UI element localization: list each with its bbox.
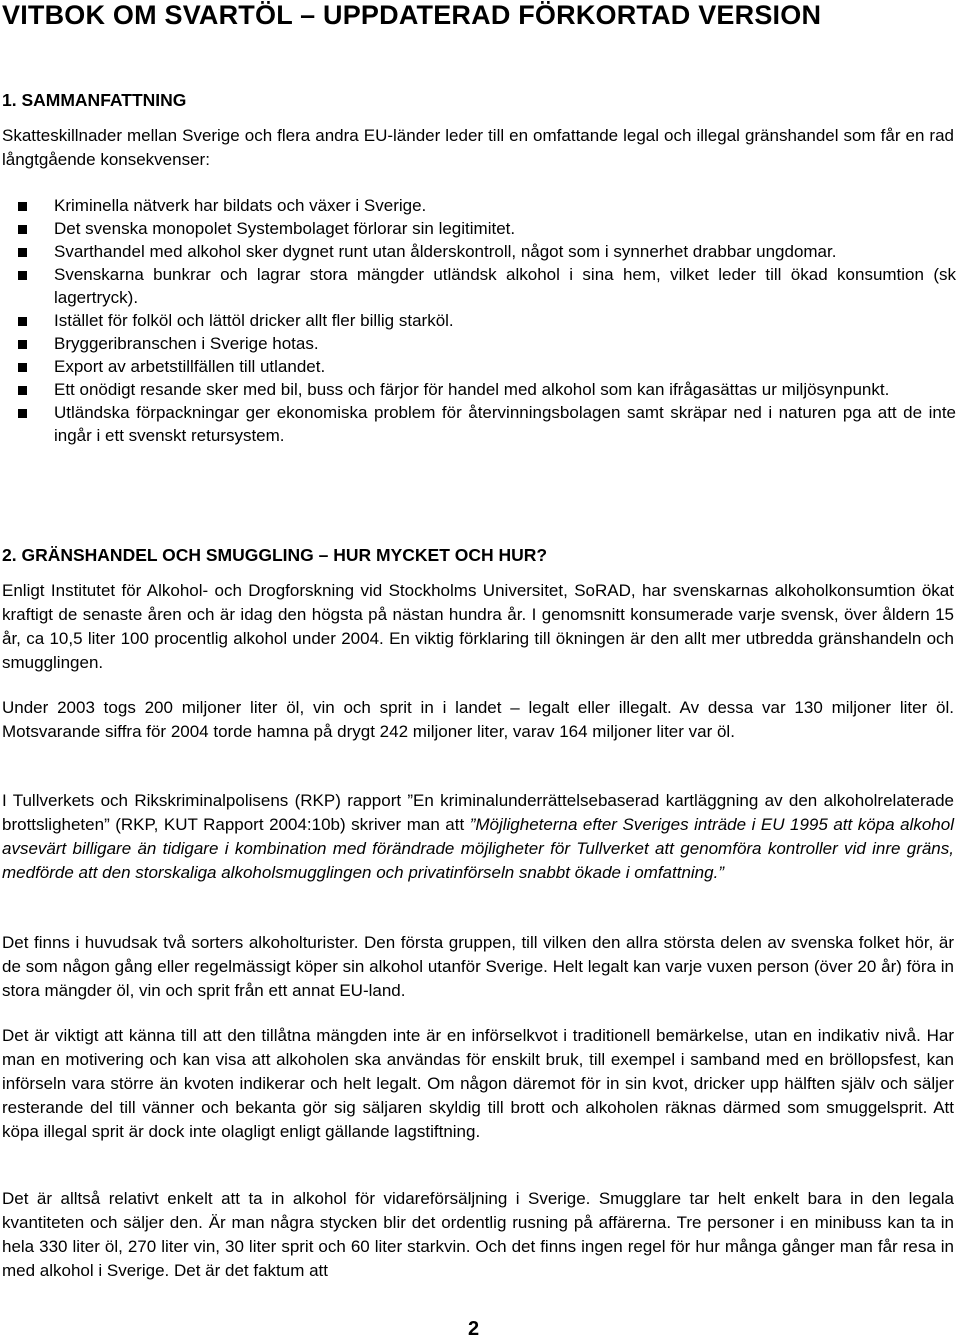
square-bullet-icon (18, 202, 27, 211)
paragraph-indicative-level: Det är viktigt att känna till att den tillåtna mängden inte är en införselkvot i traditionell bemärkelse, utan en indikativ nivå. Har man en motivering och kan visa att alkoholen ska användas för enskilt bruk, till exempel i samband med en bröllopsfest, kan införseln vara större än kvoten indikerar och helt legalt. Om någon däremot för in sin kvot, dricker upp hälften själv och säljer resterande del till vänner och bekanta gör sig säljaren skyldig till brott och alkoholen räknas därmed som smuggelsprit. Att köpa illegal sprit är dock inte olagligt enligt gällande lagstiftning. (2, 1026, 954, 1141)
list-item: Export av arbetstillfällen till utlandet. (0, 355, 956, 378)
consequence-list (0, 194, 956, 447)
square-bullet-icon (18, 317, 27, 326)
square-bullet-icon (18, 409, 27, 418)
square-bullet-icon (18, 225, 27, 234)
section-1-heading: 1. SAMMANFATTNING (2, 90, 187, 110)
report-citation: I Tullverkets och Rikskriminalpolisens (RKP) rapport ”En kriminalunderrättelsebaserad kartläggning av den alkoholrelaterade brottsligheten” (RKP, KUT Rapport 2004:10b) skriver man att (2, 791, 954, 834)
list-item: Svenskarna bunkrar och lagrar stora mängder utländsk alkohol i sina hem, vilket leder till ökad konsumtion (sk lagertryck). (0, 263, 956, 309)
report-quote: ”Möjligheterna efter Sveriges inträde i EU 1995 att köpa alkohol avsevärt billigare än tidigare i kombination med förändrade möjligheter för Tullverket att genomföra kontroller vid inre gräns, medförde att den storskaliga alkoholsmugglingen och privatinförseln snabbt ökade i omfattning.” (2, 815, 954, 882)
square-bullet-icon (18, 248, 27, 257)
paragraph-sorad: Enligt Institutet för Alkohol- och Drogforskning vid Stockholms Universitet, SoRAD, har svenskarnas alkoholkonsumtion ökat kraftigt de senaste åren och är idag den högsta på nästan hundra år. I genomsnitt konsumerade varje svensk, över åldern 15 år, ca 10,5 liter 100 procentlig alkohol under 2004. En viktig förklaring till ökningen är den allt mer utbredda gränshandeln och smugglingen. (2, 581, 954, 672)
paragraph-alcohol-tourists: Det finns i huvudsak två sorters alkoholturister. Den första gruppen, till vilken den allra största delen av svenska folket hör, är de som någon gång eller regelmässigt köper sin alkohol utanför Sverige. Helt legalt kan varje vuxen person (över 20 år) föra in stora mängder öl, vin och sprit från ett annat EU-land. (2, 933, 954, 1000)
paragraph-volumes: Under 2003 togs 200 miljoner liter öl, vin och sprit in i landet – legalt eller illegalt. Av dessa var 130 miljoner liter öl. Motsvarande siffra för 2004 torde hamna på drygt 242 miljoner liter, varav 164 miljoner liter var öl. (2, 698, 954, 741)
square-bullet-icon (18, 386, 27, 395)
section-2-heading: 2. GRÄNSHANDEL OCH SMUGGLING – HUR MYCKET OCH HUR? (2, 545, 548, 565)
list-item: Istället för folköl och lättöl dricker allt fler billig starköl. (0, 309, 956, 332)
list-item: Svarthandel med alkohol sker dygnet runt utan ålderskontroll, något som i synnerhet drabbar ungdomar. (0, 240, 956, 263)
paragraph-rkp-report (2, 789, 954, 885)
page-number: 2 (468, 1318, 480, 1340)
list-item: Kriminella nätverk har bildats och växer i Sverige. (0, 194, 956, 217)
section-1-intro: Skatteskillnader mellan Sverige och flera andra EU-länder leder till en omfattande legal och illegal gränshandel som får en rad långtgående konsekvenser: (2, 126, 954, 169)
list-item: Bryggeribranschen i Sverige hotas. (0, 332, 956, 355)
square-bullet-icon (18, 271, 27, 280)
paragraph-resale: Det är alltså relativt enkelt att ta in alkohol för vidareförsäljning i Sverige. Smugglare tar helt enkelt bara in den legala kvantiteten och säljer den. Är man några stycken blir det ordentlig rusning på affärerna. Tre personer i en minibuss kan ta in hela 330 liter öl, 270 liter vin, 30 liter sprit och 60 liter starkvin. Och det finns ingen regel för hur många gånger man får resa in med alkohol i Sverige. Det är det faktum att (2, 1189, 954, 1280)
list-item: Utländska förpackningar ger ekonomiska problem för återvinningsbolagen samt skräpar ned i naturen pga att de inte ingår i ett svenskt retursystem. (0, 401, 956, 447)
list-item: Ett onödigt resande sker med bil, buss och färjor för handel med alkohol som kan ifrågasättas ur miljösynpunkt. (0, 378, 956, 401)
document-title: VITBOK OM SVARTÖL – UPPDATERAD FÖRKORTAD VERSION (2, 0, 822, 30)
list-item: Det svenska monopolet Systembolaget förlorar sin legitimitet. (0, 217, 956, 240)
square-bullet-icon (18, 363, 27, 372)
square-bullet-icon (18, 340, 27, 349)
